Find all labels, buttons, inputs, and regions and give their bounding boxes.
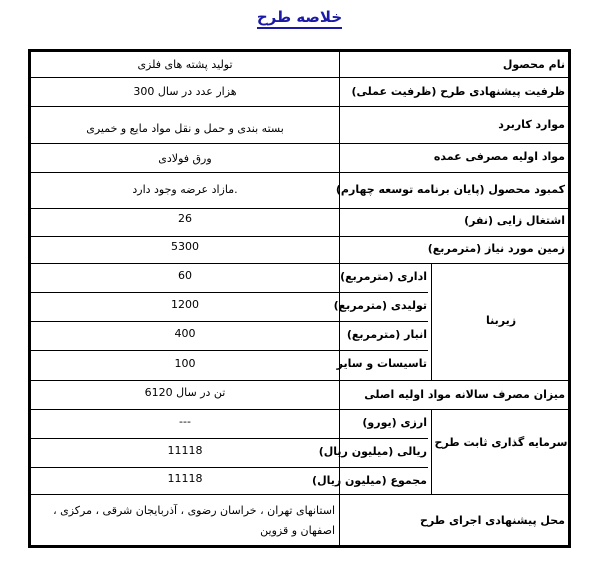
row-label: ظرفیت پیشنهادی طرح (ظرفیت عملی) bbox=[351, 85, 565, 98]
row-divider bbox=[31, 292, 428, 293]
row-divider bbox=[31, 350, 428, 351]
sub-label: ارزی (یورو) bbox=[362, 416, 427, 429]
row-value: 5300 bbox=[171, 240, 199, 253]
investment-label: سرمایه گذاری ثابت طرح bbox=[434, 436, 568, 449]
row-label: موارد کاربرد bbox=[498, 118, 565, 131]
location-value-line1: استانهای تهران ، خراسان رضوی ، آذربایجان شرقی ، مرکزی ، bbox=[53, 504, 335, 517]
sub-value: 400 bbox=[174, 327, 196, 340]
sub-label: تاسیسات و سایر bbox=[336, 357, 427, 370]
row-divider bbox=[31, 208, 568, 209]
row-label: کمبود محصول (پایان برنامه توسعه چهارم) bbox=[335, 183, 565, 196]
summary-table bbox=[28, 49, 571, 548]
sub-label: ریالی (میلیون ریال) bbox=[318, 445, 427, 458]
row-label: زمین مورد نیاز (مترمربع) bbox=[427, 242, 565, 255]
sub-value: 1200 bbox=[171, 298, 199, 311]
row-value: 300 هزار عدد در سال bbox=[133, 85, 237, 98]
infrastructure-label: زیربنا bbox=[485, 314, 517, 327]
row-divider bbox=[31, 494, 568, 495]
sub-value: --- bbox=[179, 415, 191, 428]
row-divider bbox=[31, 236, 568, 237]
row-value: تولید پشته های فلزی bbox=[137, 58, 233, 71]
row-divider bbox=[31, 380, 568, 381]
sub-label: اداری (مترمربع) bbox=[340, 270, 427, 283]
row-label: مواد اولیه مصرفی عمده bbox=[433, 150, 565, 163]
row-value: 6120 تن در سال bbox=[144, 386, 226, 399]
row-value: ورق فولادی bbox=[158, 152, 212, 165]
row-divider bbox=[31, 77, 568, 78]
sub-value: 11118 bbox=[167, 472, 203, 485]
row-label: محل پیشنهادی اجرای طرح bbox=[420, 514, 565, 527]
sub-value: 100 bbox=[174, 357, 196, 370]
row-value: 26 bbox=[178, 212, 192, 225]
sub-label: تولیدی (مترمربع) bbox=[333, 299, 427, 312]
location-value-line2: اصفهان و قزوین bbox=[260, 524, 335, 537]
row-label: نام محصول bbox=[502, 58, 565, 71]
row-divider bbox=[31, 143, 568, 144]
row-value: بسته بندی و حمل و نقل مواد مایع و خمیری bbox=[86, 122, 284, 135]
document-title: خلاصه طرح bbox=[0, 8, 599, 26]
sub-label: انبار (مترمربع) bbox=[346, 328, 427, 341]
row-divider bbox=[31, 321, 428, 322]
row-value: مازاد عرضه وجود دارد. bbox=[132, 183, 238, 196]
row-divider bbox=[31, 263, 568, 264]
row-divider bbox=[31, 106, 568, 107]
row-label: اشتغال زایی (نفر) bbox=[464, 214, 565, 227]
row-divider bbox=[31, 172, 568, 173]
sub-label: مجموع (میلیون ریال) bbox=[312, 474, 427, 487]
row-divider bbox=[31, 467, 428, 468]
sub-value: 60 bbox=[178, 269, 192, 282]
row-divider bbox=[31, 409, 568, 410]
row-divider bbox=[31, 438, 428, 439]
sub-value: 11118 bbox=[167, 444, 203, 457]
row-label: میزان مصرف سالانه مواد اولیه اصلی bbox=[364, 388, 565, 401]
